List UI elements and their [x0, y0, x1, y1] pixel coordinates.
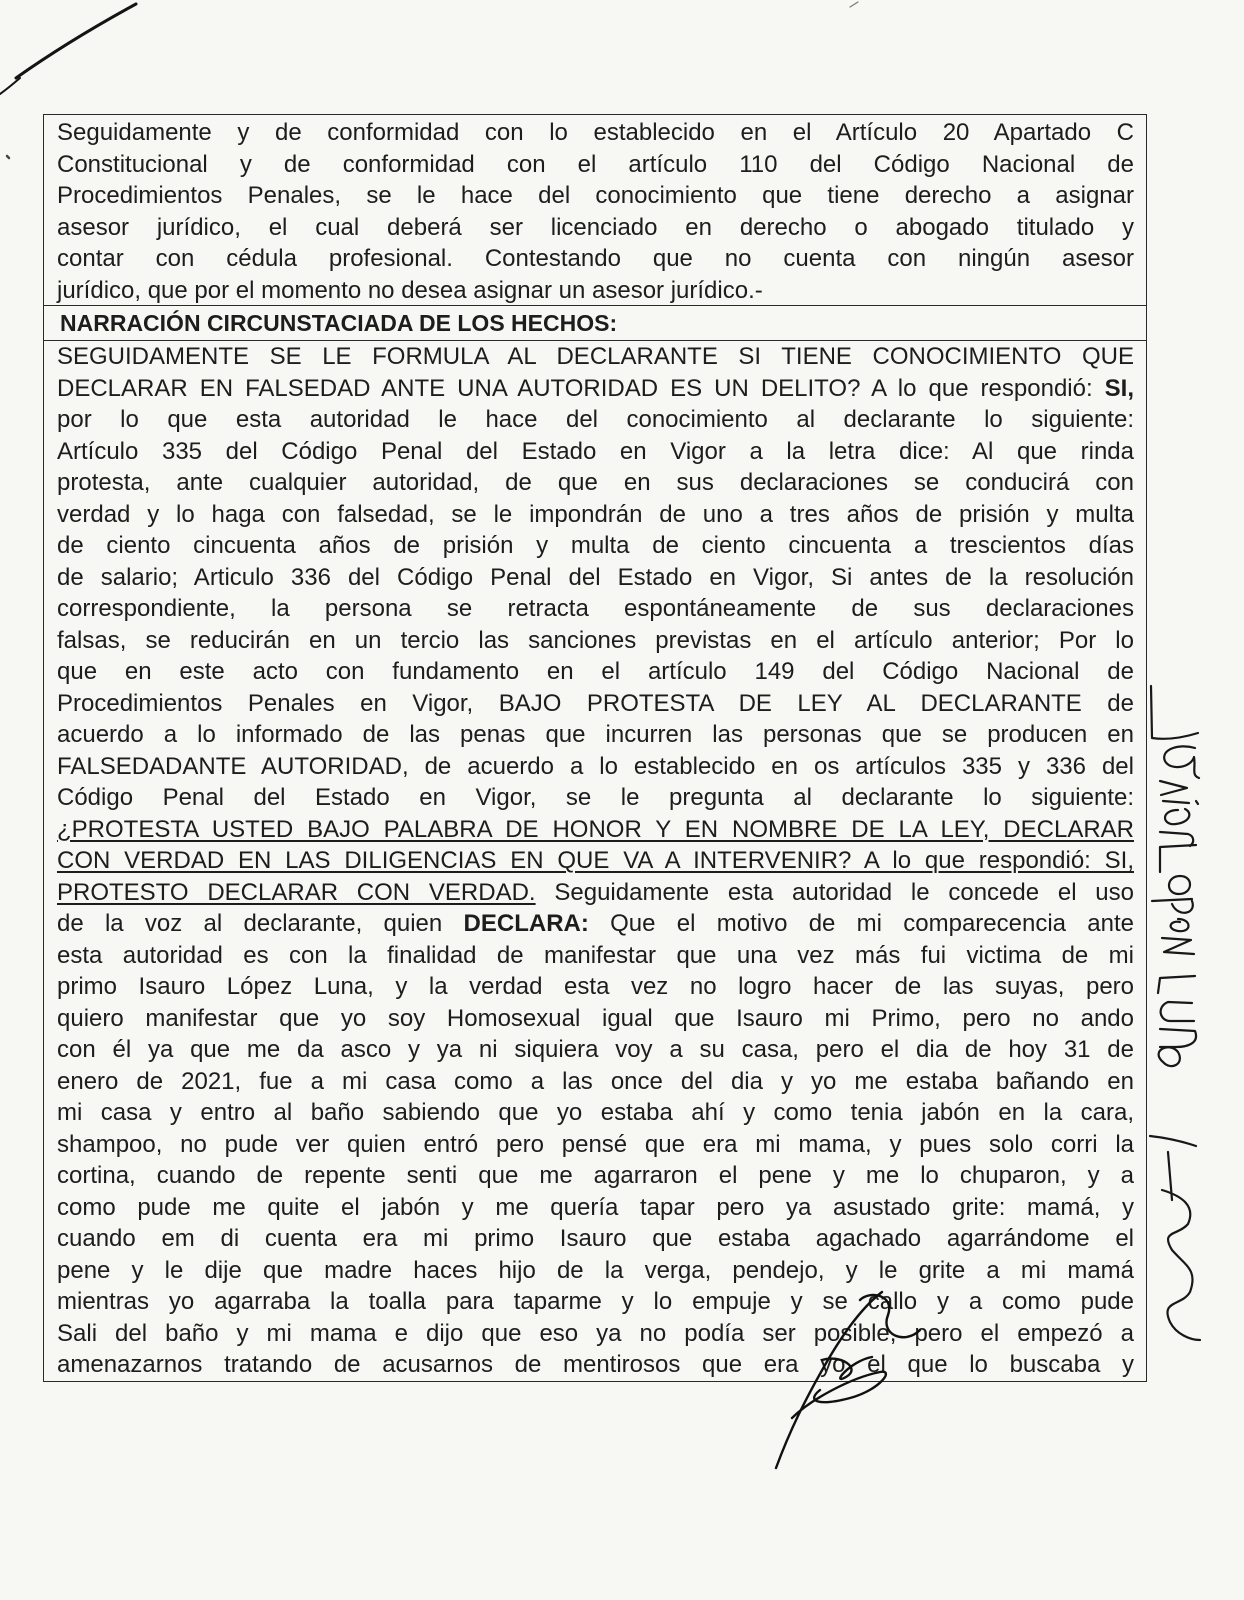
- text-segment: quiero manifestar que yo soy Homosexual igual que Isauro mi Primo, pero no ando: [57, 1004, 1134, 1032]
- text-segment: Artículo 335 del Código Penal del Estado en Vigor a la letra dice: Al que rinda: [57, 437, 1134, 465]
- text-line: [57, 1066, 1134, 1098]
- text-line: [57, 1286, 1134, 1318]
- text-line: [57, 530, 1134, 562]
- bold-answer: SI,: [1104, 374, 1134, 402]
- text-line: [57, 814, 1134, 846]
- text-segment: cuando em di cuenta era mi primo Isauro que estaba agachado agarrándome el: [57, 1225, 1134, 1252]
- signature-stroke: [1169, 876, 1190, 894]
- text-line: [57, 1003, 1134, 1035]
- margin-signature: [1150, 686, 1200, 1340]
- signature-stroke: [1160, 781, 1187, 795]
- text-line: [57, 1034, 1134, 1066]
- text-line: [57, 656, 1134, 688]
- text-segment: como pude me quite el jabón y me quería tapar pero ya asustado grite: mamá, y: [57, 1193, 1134, 1221]
- text-line: [57, 1255, 1134, 1287]
- text-segment: falsas, se reducirán en un tercio las sanciones previstas en el artículo anterior; Por lo: [57, 626, 1134, 654]
- narrative-paragraph: [44, 341, 1146, 1381]
- text-segment: cortina, cuando de repente senti que me agarraron el pene y me lo chuparon, y a: [57, 1162, 1134, 1189]
- pencil-mark: [850, 2, 858, 7]
- text-segment: mi casa y entro al baño sabiendo que yo estaba ahí y como tenia jabón en la cara,: [57, 1099, 1134, 1126]
- signature-stroke: [1161, 1002, 1194, 1021]
- text-segment: enero de 2021, fue a mi casa como a las once del dia y yo me estaba bañando en: [57, 1067, 1134, 1095]
- text-line: asesor jurídico, el cual deberá ser licenciado en derecho o abogado titulado y: [57, 213, 1134, 241]
- signature-stroke: [1164, 746, 1199, 778]
- text-segment: DECLARAR EN FALSEDAD ANTE UNA AUTORIDAD ES UN DELITO? A lo que respondió:: [57, 374, 1105, 402]
- text-line: Constitucional y de conformidad con el artículo 110 del Código Nacional de: [57, 150, 1134, 178]
- text-line: [57, 625, 1134, 657]
- text-line: [57, 373, 1134, 405]
- signature-stroke: [1159, 1047, 1180, 1066]
- text-line: [57, 341, 1134, 373]
- text-segment: verdad y lo haga con falsedad, se le impondrán de uno a tres años de prisión y multa: [57, 500, 1134, 528]
- text-line: [57, 499, 1134, 531]
- text-line: contar con cédula profesional. Contestando que no cuenta con ningún asesor: [57, 245, 1134, 272]
- text-line: [57, 1349, 1134, 1381]
- underlined-oath: CON VERDAD EN LAS DILIGENCIAS EN QUE VA A INTERVENIR? A lo que respondió: SI,: [57, 847, 1134, 874]
- text-line: [57, 1223, 1134, 1255]
- text-line: [57, 404, 1134, 436]
- intro-paragraph: [44, 115, 1146, 305]
- signature-stroke: [1162, 938, 1194, 954]
- text-line: [57, 1129, 1134, 1161]
- pencil-mark: [7, 156, 9, 158]
- text-segment: por lo que esta autoridad le hace del conocimiento al declarante lo siguiente:: [57, 406, 1134, 433]
- text-line: [57, 436, 1134, 468]
- bold-declara: DECLARA:: [463, 910, 589, 937]
- underlined-oath: PROTESTO DECLARAR CON VERDAD.: [57, 878, 536, 906]
- text-segment: shampoo, no pude ver quien entró pero pensé que era mi mama, y pues solo corri la: [57, 1130, 1134, 1158]
- signature-stroke: [1163, 801, 1198, 804]
- text-line: [57, 562, 1134, 594]
- text-line: [57, 877, 1134, 909]
- text-segment: de salario; Articulo 336 del Código Penal del Estado en Vigor, Si antes de la resolución: [57, 563, 1134, 591]
- text-segment: Seguidamente esta autoridad le concede el uso: [535, 878, 1134, 906]
- statement-table: [43, 114, 1147, 1382]
- text-line: [57, 751, 1134, 783]
- fold-stroke: [0, 78, 20, 94]
- text-line: [57, 719, 1134, 751]
- text-line: [57, 940, 1134, 972]
- underlined-oath: ¿PROTESTA USTED BAJO PALABRA DE HONOR Y EN NOMBRE DE LA LEY, DECLARAR: [57, 815, 1134, 843]
- text-line: [57, 1318, 1134, 1350]
- text-line: [57, 782, 1134, 814]
- text-segment: esta autoridad es con la finalidad de manifestar que una vez más fui victima de mi: [57, 941, 1134, 969]
- signature-stroke: [1160, 1029, 1196, 1047]
- text-segment: Que el motivo de mi comparecencia ante: [588, 910, 1134, 937]
- signature-stroke: [1150, 1136, 1200, 1340]
- text-segment: de ciento cincuenta años de prisión y multa de ciento cincuenta a trescientos días: [57, 532, 1134, 559]
- text-segment: SEGUIDAMENTE SE LE FORMULA AL DECLARANTE SI TIENE CONOCIMIENTO QUE: [57, 343, 1134, 370]
- text-segment: Procedimientos Penales en Vigor, BAJO PROTESTA DE LEY AL DECLARANTE de: [57, 689, 1134, 717]
- text-segment: de la voz al declarante, quien: [57, 910, 464, 937]
- fold-stroke: [16, 4, 136, 78]
- text-segment: que en este acto con fundamento en el artículo 149 del Código Nacional de: [57, 658, 1134, 685]
- text-line: [57, 593, 1134, 625]
- text-segment: Código Penal del Estado en Vigor, se le pregunta al declarante lo siguiente:: [57, 784, 1134, 811]
- signature-stroke: [1151, 686, 1198, 739]
- text-segment: correspondiente, la persona se retracta espontáneamente de sus declaraciones: [57, 595, 1134, 622]
- signature-stroke: [1160, 845, 1196, 872]
- section-heading: NARRACIÓN CIRCUNSTACIADA DE LOS HECHOS:: [44, 305, 1146, 341]
- text-line: [57, 1192, 1134, 1224]
- text-segment: primo Isauro López Luna, y la verdad esta vez no logro hacer de las suyas, pero: [57, 973, 1134, 1000]
- text-segment: acuerdo a lo informado de las penas que incurren las personas que se producen en: [57, 721, 1134, 748]
- signature-stroke: [1152, 899, 1193, 913]
- text-line: [57, 688, 1134, 720]
- text-segment: mientras yo agarraba la toalla para taparme y lo empuje y se callo y a como pude: [57, 1288, 1134, 1315]
- text-segment: protesta, ante cualquier autoridad, de que en sus declaraciones se conducirá con: [57, 469, 1134, 496]
- text-line: Procedimientos Penales, se le hace del conocimiento que tiene derecho a asignar: [57, 182, 1134, 209]
- text-segment: pene y le dije que madre haces hijo de la verga, pendejo, y le grite a mi mamá: [57, 1256, 1134, 1284]
- signature-stroke: [1160, 809, 1193, 846]
- text-line: [57, 971, 1134, 1003]
- text-line: Seguidamente y de conformidad con lo establecido en el Artículo 20 Apartado C: [57, 119, 1134, 146]
- text-line: [57, 467, 1134, 499]
- text-segment: amenazarnos tratando de acusarnos de mentirosos que era yo el que lo buscaba y: [57, 1351, 1134, 1378]
- text-segment: con él ya que me da asco y ya ni siquiera voy a su casa, pero el dia de hoy 31 de: [57, 1036, 1134, 1063]
- signature-stroke: [1158, 976, 1195, 993]
- signature-stroke: [1171, 919, 1189, 931]
- text-line: [57, 908, 1134, 940]
- text-line: jurídico, que por el momento no desea asignar un asesor jurídico.-: [57, 276, 763, 304]
- text-line: [57, 1160, 1134, 1192]
- text-line: [57, 845, 1134, 877]
- text-segment: Sali del baño y mi mama e dijo que eso ya no podía ser posible, pero el empezó a: [57, 1319, 1134, 1347]
- text-segment: FALSEDADANTE AUTORIDAD, de acuerdo a lo establecido en os artículos 335 y 336 del: [57, 752, 1134, 780]
- text-line: [57, 1097, 1134, 1129]
